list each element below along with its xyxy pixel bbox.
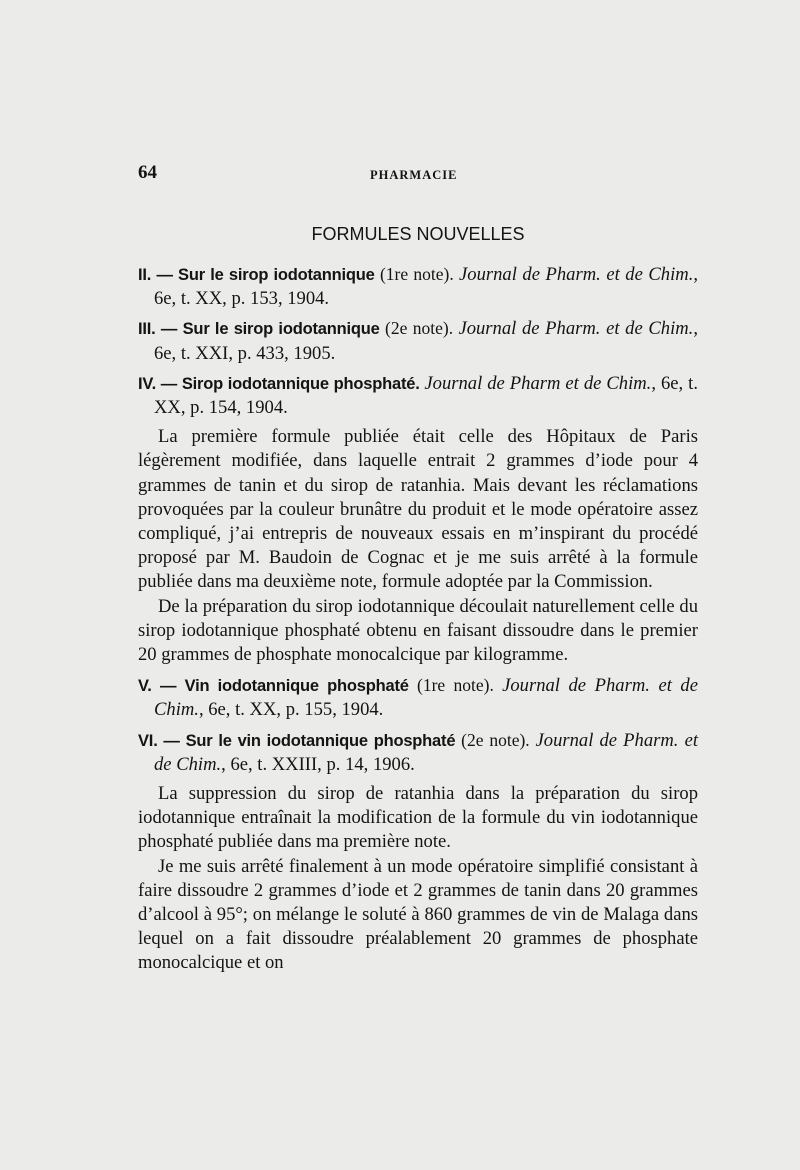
reference-journal: Journal de Pharm. et de Chim. [459,264,694,285]
reference-label: III. — Sur le sirop iodotannique [138,320,380,339]
reference-note: (2e note). [379,318,459,339]
reference-journal: Journal de Pharm. et de Chim. [458,318,694,340]
page-header [138,162,698,188]
reference-citation: , 6e, t. XX, p. 153, 1904. [154,264,698,310]
running-head: PHARMACIE [370,168,458,182]
reference-citation: , 6e, t. XX, p. 155, 1904. [198,699,384,721]
reference-entry [138,371,698,420]
reference-note: (1re note). [408,675,503,696]
reference-note: (2e note). [455,729,536,750]
reference-label: V. — Vin iodotannique phosphaté [138,677,409,696]
body-paragraph: La première formule publiée était celle des Hôpitaux de Paris légèrement modifiée, dans laquelle entrait 2 grammes d’iode pour 4 grammes de tanin et du sirop de ratanhia. Mais devant les réclamations provoquées par la couleur brunâtre du produit et le mode opératoire assez compliqué, j’ai entrepris de nouveaux essais en m’inspirant du procédé proposé par M. Baudoin de Cognac et je me suis arrêté à la formule publiée dans ma deuxième note, formule adoptée par la Commission. [138,426,698,593]
reference-citation: , 6e, t. XX, p. 154, 1904. [154,372,698,419]
reference-label: VI. — Sur le vin iodotannique phosphaté [138,731,456,750]
reference-label: II. — Sur le sirop iodotannique [138,266,375,284]
body-paragraph: Je me suis arrêté finalement à un mode opératoire simplifié consistant à faire dissoudre 2 grammes d’iode et 2 grammes de tanin dans 20 grammes d’alcool à 95°; on mélange le soluté à 860 grammes de vin de Malaga dans lequel on a fait dissoudre préalablement 20 grammes de phosphate monocalcique et on [138,855,698,974]
page-body [138,262,698,976]
section-title: FORMULES NOUVELLES [311,224,525,244]
reference-journal: Journal de Pharm. et de Chim. [154,675,698,721]
page-number: 64 [138,162,157,183]
reference-citation: , 6e, t. XXI, p. 433, 1905. [154,318,698,364]
reference-journal: Journal de Pharm et de Chim. [424,372,652,394]
reference-label: IV. — Sirop iodotannique phosphaté. [138,374,420,393]
reference-note: (1re note). [374,264,460,284]
reference-entry [138,728,698,777]
reference-entry [138,673,698,722]
reference-citation: , 6e, t. XXIII, p. 14, 1906. [221,753,415,775]
reference-entry [138,316,698,365]
reference-journal: Journal de Pharm. et de Chim. [154,729,698,775]
body-paragraph: De la préparation du sirop iodotannique découlait naturellement celle du sirop iodotannique phosphaté obtenu en faisant dissoudre dans le premier 20 grammes de phosphate monocalcique par kilogramme. [138,595,698,666]
body-paragraph: La suppression du sirop de ratanhia dans la préparation du sirop iodotannique entraînait la modification de la formule du vin iodotannique phosphaté publiée dans ma première note. [138,783,698,853]
reference-entry [138,262,698,311]
